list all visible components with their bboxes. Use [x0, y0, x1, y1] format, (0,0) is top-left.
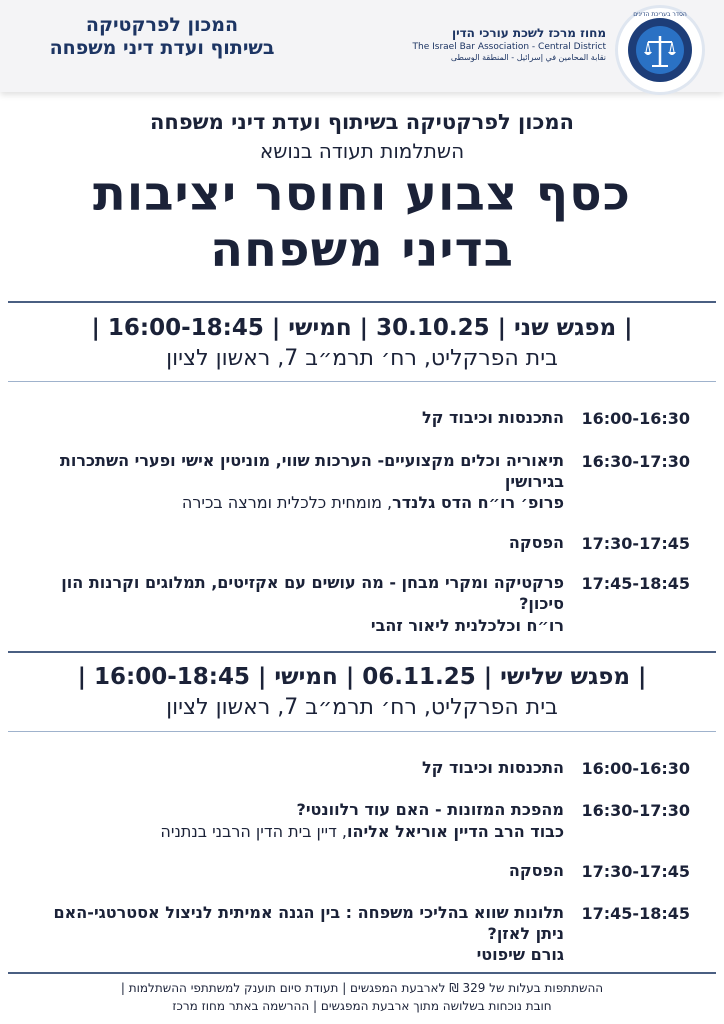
assoc-arabic: نقابة المحامين في إسرائيل - المنطقة الوسطى [450, 53, 606, 62]
lecturer-role: , דיין בית הדין הרבני בנתניה [160, 822, 347, 841]
assoc-hebrew: מחוז מרכז לשכת עורכי הדין [451, 26, 606, 40]
divider [8, 651, 716, 653]
program-type: השתלמות תעודה בנושא [259, 139, 465, 163]
session-time: 17:30-17:45 [581, 862, 690, 881]
session-time: 17:30-17:45 [581, 534, 690, 553]
top-banner [0, 0, 724, 92]
assoc-english: The Israel Bar Association - Central District [412, 42, 606, 52]
divider [8, 972, 716, 974]
session-topic: פרקטיקה ומקרי מבחן - מה עושים עם אקזיטים, תמלוגים וקרנות הון סיכון? [61, 573, 564, 613]
footer-line-1: ההשתתפות בעלות של 329 ₪ לארבעת המפגשים | תעודת סיום תוענק למשתתפי ההשתלמות | [120, 981, 604, 995]
lecturer-name: פרופ׳ רו״ח הדס גלנדר [392, 493, 564, 512]
session-lecturer [24, 615, 564, 636]
bar-association-logo [618, 8, 702, 92]
session-time: 17:45-18:45 [581, 904, 690, 923]
divider [8, 731, 716, 732]
meeting-2-location: בית הפרקליט, רח׳ תרמ״ב 7, ראשון לציון [166, 346, 558, 371]
institute-heading [22, 14, 302, 60]
session-topic: מהפכת המזונות - האם עוד רלוונטי? [296, 800, 564, 819]
course-title-line-2: בדיני משפחה [210, 222, 514, 278]
program-organizers: המכון לפרקטיקה בשיתוף ועדת דיני משפחה [150, 110, 574, 134]
meeting-3-title: | מפגש שלישי | 06.11.25 | חמישי | 16:00-18:45 | [77, 664, 647, 690]
bar-association-name [406, 26, 606, 62]
meeting-3-location: בית הפרקליט, רח׳ תרמ״ב 7, ראשון לציון [166, 695, 558, 720]
institute-line-1: המכון לפרקטיקה [85, 14, 239, 36]
session-lecturer [24, 944, 564, 965]
session-time: 16:30-17:30 [581, 452, 690, 471]
session-lecturer [24, 492, 564, 513]
lecturer-name: רו״ח וכלכלנית ליאור זהבי [370, 616, 564, 635]
session-topic: הפסקה [508, 861, 564, 880]
session-time: 16:00-16:30 [581, 409, 690, 428]
session-topic: התכנסות וכיבוד קל [421, 408, 564, 427]
session-time: 16:00-16:30 [581, 759, 690, 778]
session-time: 17:45-18:45 [581, 574, 690, 593]
session-lecturer [24, 821, 564, 842]
logo-arc-text: הסדר בעריכת הדינים [633, 11, 687, 18]
session-topic: תיאוריה וכלים מקצועיים- הערכות שווי, מוניטין אישי ופערי השתכרות בגירושין [59, 451, 564, 491]
scales-of-justice-icon [618, 8, 702, 92]
footer-line-2: חובת נוכחות בשלושה מתוך ארבעת המפגשים | ההרשמה באתר מחוז מרכז [172, 999, 552, 1013]
session-topic: תלונות שווא בהליכי משפחה : בין הגנה אמיתית לניצול אסטרטגי-האם ניתן לאזן? [53, 903, 564, 943]
lecturer-name: גורם שיפוטי [476, 945, 564, 964]
divider [8, 381, 716, 382]
session-topic: הפסקה [508, 533, 564, 552]
lecturer-name: כבוד הרב הדיין אוריאל אליהו [346, 822, 564, 841]
lecturer-role: , מומחית כלכלית ומרצה בכירה [181, 493, 393, 512]
session-time: 16:30-17:30 [581, 801, 690, 820]
session-topic: התכנסות וכיבוד קל [421, 758, 564, 777]
divider [8, 301, 716, 303]
course-title-line-1: כסף צבוע וחוסר יציבות [93, 166, 631, 222]
meeting-2-title: | מפגש שני | 30.10.25 | חמישי | 16:00-18:45 | [91, 315, 633, 341]
institute-line-2: בשיתוף ועדת דיני משפחה [49, 37, 275, 59]
